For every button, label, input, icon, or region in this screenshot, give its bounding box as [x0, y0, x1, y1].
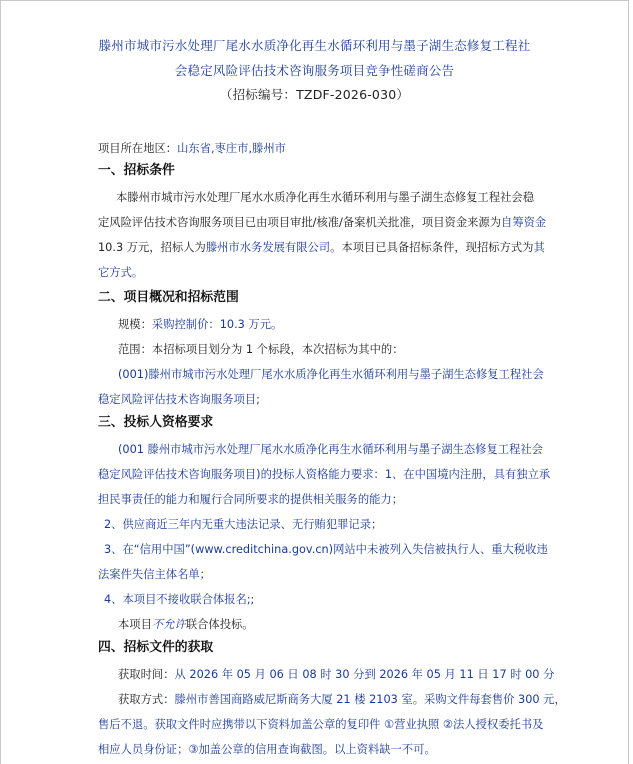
consortium-handwritten: 不允许	[151, 618, 186, 631]
time-label: 获取时间：	[118, 668, 175, 681]
s4-time	[118, 668, 554, 682]
s2-scale	[118, 318, 282, 332]
notice-title-line1: 滕州市城市污水处理厂尾水水质净化再生水循环利用与墨子湖生态修复工程社	[98, 38, 531, 53]
s4-method-line2: 售后不退。获取文件时应携带以下资料加盖公章的复印件 ①营业执照 ②法人授权委托书及	[98, 718, 544, 731]
s1-text-a: 本滕州市城市污水处理厂尾水水质净化再生水循环利用与墨子湖生态修复工程社会稳	[116, 191, 534, 204]
method-text-a: 滕州市善国商路威尼斯商务大厦 21 楼 2103 室。采购文件每套售价 300 元，	[174, 693, 566, 706]
consortium-text-a: 本项目	[118, 618, 152, 631]
section-4-heading: 四、招标文件的获取	[98, 640, 214, 655]
s1-line4	[98, 266, 143, 280]
s4-method-line3: 相应人员身份证；③加盖公章的信用查询截图。以上资料缺一不可。	[98, 743, 436, 756]
s3-qual-4: 4、本项目不接收联合体报名;;	[104, 593, 255, 606]
s4-method-line1	[118, 693, 566, 707]
scale-value: 采购控制价：10.3 万元。	[151, 318, 283, 331]
s3-qual-line3: 担民事责任的能力和履行合同所要求的提供相关服务的能力；	[98, 493, 404, 506]
s3-qual-3a: 3、在“信用中国”(www.creditchina.gov.cn)网站中未被列入失信被执行人、重大税收违	[104, 543, 548, 556]
project-location	[98, 142, 286, 156]
s1-text-g: 其	[533, 241, 545, 254]
s2-scope: 范围：本招标项目划分为 1 个标段，本次招标为其中的：	[118, 343, 404, 356]
tender-method: 它方式。	[98, 266, 144, 279]
s2-lot-line1: (001)滕州市城市污水处理厂尾水水质净化再生水循环利用与墨子湖生态修复工程社会	[118, 368, 544, 381]
s3-qual-3b: 法案件失信主体名单；	[98, 568, 211, 581]
s1-text-d: 10.3 万元，招标人为	[98, 241, 206, 254]
notice-title-line2: 会稳定风险评估技术咨询服务项目竞争性磋商公告	[174, 63, 455, 78]
location-label: 项目所在地区：	[98, 142, 178, 155]
s2-lot-line2: 稳定风险评估技术咨询服务项目;	[98, 393, 260, 406]
s1-line2	[98, 216, 546, 230]
s1-text-f: 。本项目已具备招标条件，现招标方式为	[330, 241, 534, 254]
s3-qual-line2: 稳定风险评估技术咨询服务项目)的投标人资格能力要求：1、在中国境内注册，具有独立承	[98, 468, 551, 481]
s1-text-b: 定风险评估技术咨询服务项目已由项目审批/核准/备案机关批准，项目资金来源为	[98, 216, 502, 229]
s3-qual-line1: (001 滕州市城市污水处理厂尾水水质净化再生水循环利用与墨子湖生态修复工程社会	[118, 443, 543, 456]
s3-consortium	[118, 618, 254, 632]
section-2-heading: 二、项目概况和招标范围	[98, 290, 239, 305]
s1-line1	[116, 191, 534, 205]
section-1-heading: 一、招标条件	[98, 163, 175, 178]
s3-qual-2: 2、供应商近三年内无重大违法记录、无行贿犯罪记录；	[104, 518, 383, 531]
s1-line3	[98, 241, 545, 255]
method-label: 获取方式：	[118, 693, 175, 706]
funding-source: 自筹资金	[501, 216, 547, 229]
scale-label: 规模：	[118, 318, 152, 331]
time-value: 从 2026 年 05 月 06 日 08 时 30 分到 2026 年 05 月 11 日 17 时 00 分	[174, 668, 555, 681]
section-3-heading: 三、投标人资格要求	[98, 415, 214, 430]
consortium-text-c: 联合体投标。	[185, 618, 254, 631]
tender-code: （招标编号：TZDF-2026-030）	[219, 87, 410, 102]
location-value: 山东省,枣庄市,滕州市	[177, 142, 286, 155]
tenderer-name: 滕州市水务发展有限公司	[205, 241, 331, 254]
